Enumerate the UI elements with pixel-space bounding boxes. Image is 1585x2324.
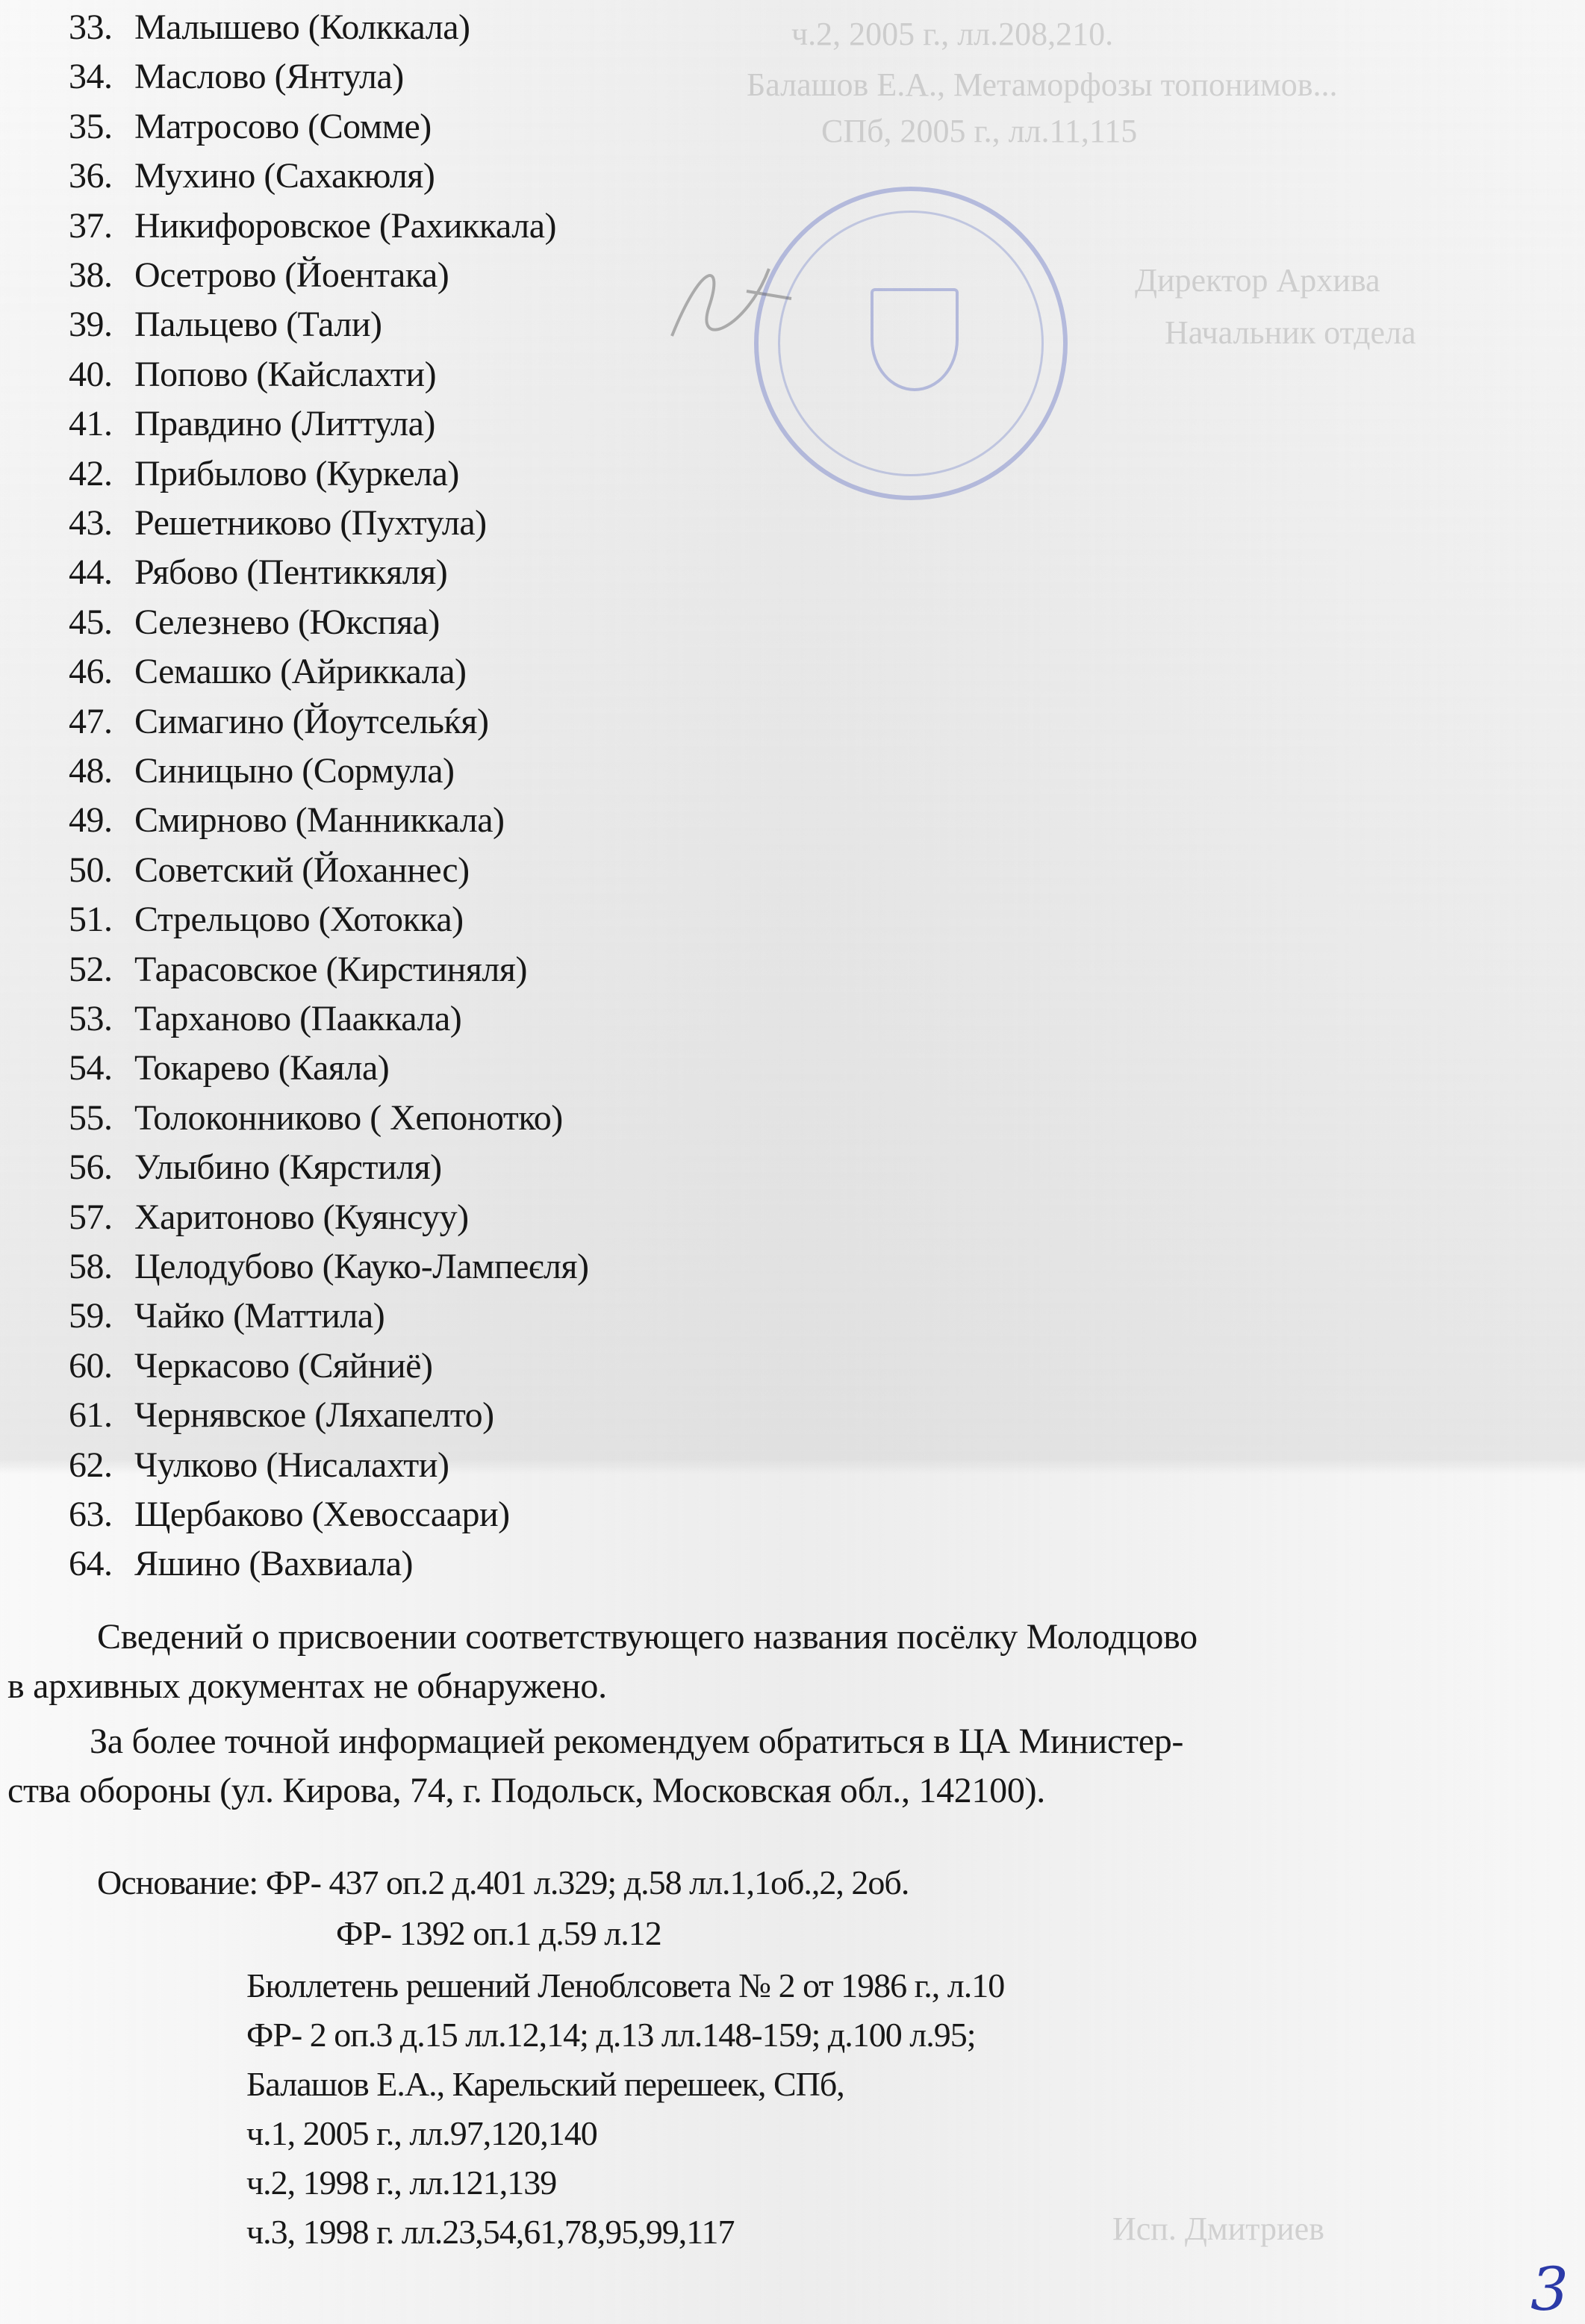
list-item-text: Мухино (Сахакюля)	[134, 156, 435, 196]
list-item-number: 57.	[69, 1197, 113, 1237]
list-item-number: 53.	[69, 999, 113, 1038]
list-item-text: Матросово (Сомме)	[134, 106, 432, 146]
bleed-through-line: Балашов Е.А., Метаморфозы топонимов...	[747, 66, 1338, 103]
list-item-number: 44.	[69, 552, 113, 593]
list-item-number: 50.	[69, 850, 113, 890]
list-item-number: 34.	[69, 57, 113, 97]
paragraph-no-records: Сведений о присвоении соответствующего названия посёлку Молодцово	[97, 1617, 1198, 1657]
list-item-number: 40.	[69, 354, 113, 394]
list-item-number: 37.	[69, 205, 113, 246]
list-item-text: Семашко (Айриккала)	[134, 652, 467, 692]
list-item-number: 48.	[69, 751, 113, 791]
list-item-text: Тарханово (Пааккала)	[134, 999, 462, 1038]
list-item-text: Толоконниково ( Хепонотко)	[134, 1097, 563, 1138]
bleed-through-line: Начальник отдела	[1165, 314, 1416, 351]
list-item-text: Попово (Кайслахти)	[134, 354, 437, 394]
list-item-number: 43.	[69, 503, 113, 543]
list-item-text: Малышево (Колккала)	[134, 7, 470, 47]
signature	[657, 246, 806, 351]
paragraph-no-records: в архивных документах не обнаружено.	[7, 1666, 607, 1706]
bleed-through-line: СПб, 2005 г., лл.11,115	[821, 113, 1138, 149]
handwritten-page-number: 3	[1530, 2255, 1569, 2324]
list-item-text: Правдино (Литтула)	[134, 404, 435, 444]
list-item-number: 49.	[69, 800, 113, 841]
list-item-text: Яшино (Вахвиала)	[134, 1544, 413, 1584]
basis-line: Основание: ФР- 437 оп.2 д.401 л.329; д.58 лл.1,1об.,2, 2об.	[97, 1863, 909, 1901]
basis-line: ч.3, 1998 г. лл.23,54,61,78,95,99,117	[246, 2213, 735, 2251]
list-item-text: Улыбино (Кярстиля)	[134, 1147, 442, 1188]
list-item-text: Токарево (Каяла)	[134, 1048, 390, 1088]
list-item-text: Чулково (Нисалахти)	[134, 1445, 449, 1485]
list-item-text: Щербаково (Хевоссаари)	[134, 1495, 510, 1534]
list-item-number: 38.	[69, 255, 113, 295]
list-item-text: Решетниково (Пухтула)	[134, 503, 487, 543]
coat-of-arms-icon	[871, 288, 959, 391]
list-item-number: 63.	[69, 1495, 113, 1534]
list-item-number: 64.	[69, 1544, 113, 1584]
list-item-number: 47.	[69, 701, 113, 741]
bleed-through-line: Исп. Дмитриев	[1112, 2211, 1324, 2247]
list-item-text: Никифоровское (Рахиккала)	[134, 205, 556, 246]
list-item-text: Тарасовское (Кирстиняля)	[134, 949, 527, 989]
list-item-text: Харитоново (Куянсуу)	[134, 1197, 469, 1237]
list-item-number: 41.	[69, 404, 113, 444]
list-item-number: 35.	[69, 106, 113, 146]
list-item-text: Пальцево (Тали)	[134, 305, 382, 345]
list-item-text: Чайко (Маттила)	[134, 1296, 385, 1336]
list-item-text: Прибылово (Куркела)	[134, 453, 459, 493]
list-item-number: 62.	[69, 1445, 113, 1485]
basis-line: Бюллетень решений Леноблсовета № 2 от 1986 г., л.10	[246, 1966, 1005, 2004]
list-item-number: 54.	[69, 1048, 113, 1088]
list-item-number: 51.	[69, 900, 113, 940]
list-item-number: 55.	[69, 1097, 113, 1138]
list-item-text: Симагино (Йоутсельќя)	[134, 701, 489, 741]
list-item-text: Черкасово (Сяйниё)	[134, 1345, 433, 1386]
basis-line: Балашов Е.А., Карельский перешеек, СПб,	[246, 2065, 844, 2103]
bleed-through-line: ч.2, 2005 г., лл.208,210.	[791, 16, 1114, 52]
list-item-text: Смирново (Манниккала)	[134, 800, 505, 841]
list-item-number: 60.	[69, 1345, 113, 1386]
list-item-text: Селезнево (Юкспяа)	[134, 602, 440, 642]
list-item-number: 52.	[69, 949, 113, 989]
list-item-text: Стрельцово (Хотокка)	[134, 900, 464, 940]
list-item-number: 56.	[69, 1147, 113, 1188]
basis-line: ФР- 2 оп.3 д.15 лл.12,14; д.13 лл.148-159; д.100 л.95;	[246, 2016, 976, 2054]
list-item-number: 36.	[69, 156, 113, 196]
basis-line: ч.1, 2005 г., лл.97,120,140	[246, 2114, 597, 2152]
list-item-text: Маслово (Янтула)	[134, 57, 404, 97]
list-item-number: 59.	[69, 1296, 113, 1336]
list-item-number: 46.	[69, 652, 113, 692]
paragraph-recommendation: ства обороны (ул. Кирова, 74, г. Подольск, Московская обл., 142100).	[7, 1771, 1045, 1810]
basis-line: ч.2, 1998 г., лл.121,139	[246, 2163, 557, 2202]
list-item-text: Целодубово (Кауко-Лампеєля)	[134, 1247, 589, 1286]
list-item-text: Советский (Йоханнес)	[134, 850, 470, 890]
list-item-text: Рябово (Пентиккяля)	[134, 552, 448, 593]
list-item-number: 42.	[69, 453, 113, 493]
list-item-number: 39.	[69, 305, 113, 345]
list-item-number: 33.	[69, 7, 113, 47]
list-item-text: Чернявское (Ляхапелто)	[134, 1395, 494, 1436]
list-item-number: 61.	[69, 1395, 113, 1436]
bleed-through-line: Директор Архива	[1135, 262, 1380, 299]
list-item-text: Осетрово (Йоентака)	[134, 255, 449, 295]
list-item-number: 45.	[69, 602, 113, 642]
basis-line: ФР- 1392 оп.1 д.59 л.12	[336, 1914, 661, 1952]
paragraph-recommendation: За более точной информацией рекомендуем обратиться в ЦА Министер-	[90, 1722, 1184, 1761]
list-item-text: Синицыно (Сормула)	[134, 751, 455, 791]
list-item-number: 58.	[69, 1247, 113, 1286]
